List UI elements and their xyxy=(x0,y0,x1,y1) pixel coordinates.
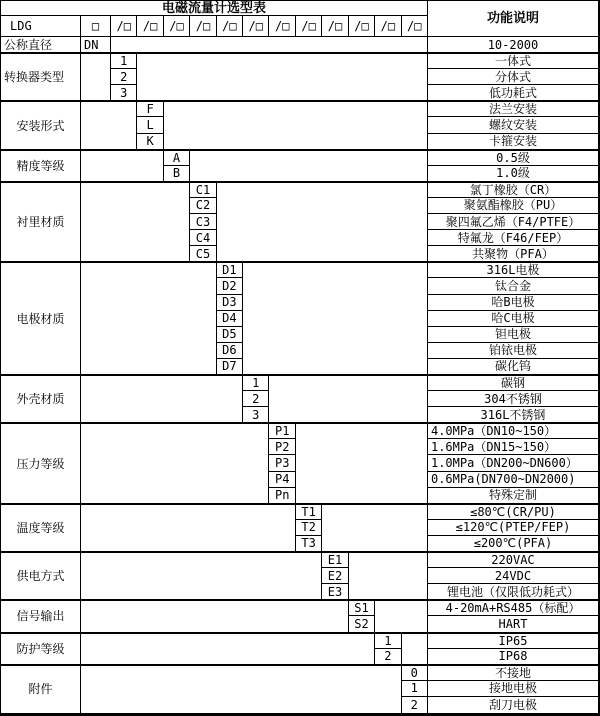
blank-cell xyxy=(269,375,428,423)
blank-cell xyxy=(81,665,402,713)
model-slot-cell: /□ xyxy=(164,16,190,37)
model-slot-cell: /□ xyxy=(111,16,137,37)
desc-cell: 卡箍安装 xyxy=(428,134,598,150)
code-cell: P4 xyxy=(269,472,295,488)
code-cell: 1 xyxy=(111,53,137,69)
blank-cell xyxy=(81,633,375,665)
code-cell: D4 xyxy=(217,311,243,327)
desc-cell: 哈C电极 xyxy=(428,311,598,327)
code-cell: S2 xyxy=(349,616,375,632)
code-cell: D7 xyxy=(217,359,243,375)
code-cell: 2 xyxy=(111,69,137,85)
model-slot-cell: /□ xyxy=(322,16,348,37)
desc-cell: 铂铱电极 xyxy=(428,343,598,359)
code-cell: D5 xyxy=(217,327,243,343)
model-slot-cell: /□ xyxy=(349,16,375,37)
desc-cell: 1.6MPa（DN15~150） xyxy=(428,439,598,455)
code-cell: D3 xyxy=(217,295,243,311)
code-cell: K xyxy=(137,134,163,150)
group-label: 防护等级 xyxy=(1,633,81,665)
code-cell: 1 xyxy=(375,633,401,649)
desc-cell: 不接地 xyxy=(428,665,598,681)
code-cell: E1 xyxy=(322,552,348,568)
table-title: 电磁流量计选型表 xyxy=(1,1,428,16)
blank-cell xyxy=(81,600,349,632)
code-cell: T3 xyxy=(296,536,322,552)
group-label: 附件 xyxy=(1,665,81,713)
desc-cell: 304不锈钢 xyxy=(428,391,598,407)
desc-cell: 钛合金 xyxy=(428,278,598,294)
model-slot-cell: /□ xyxy=(190,16,216,37)
desc-cell: 钽电极 xyxy=(428,327,598,343)
code-cell: 1 xyxy=(243,375,269,391)
model-slot-cell: /□ xyxy=(243,16,269,37)
desc-cell: 1.0级 xyxy=(428,166,598,182)
code-cell: D6 xyxy=(217,343,243,359)
code-cell: C3 xyxy=(190,214,216,230)
desc-cell: ≤200℃(PFA) xyxy=(428,536,598,552)
blank-cell xyxy=(81,375,243,423)
blank-cell xyxy=(111,37,428,53)
code-cell: 2 xyxy=(402,697,428,713)
blank-cell xyxy=(243,262,428,375)
code-cell: 3 xyxy=(243,407,269,423)
blank-cell xyxy=(349,552,428,600)
code-cell: 2 xyxy=(375,649,401,665)
code-cell: D1 xyxy=(217,262,243,278)
code-cell: P1 xyxy=(269,423,295,439)
model-box-cell: □ xyxy=(81,16,111,37)
desc-cell: 共聚物（PFA） xyxy=(428,246,598,262)
group-label: 压力等级 xyxy=(1,423,81,503)
blank-cell xyxy=(322,504,428,552)
desc-cell: 碳钢 xyxy=(428,375,598,391)
code-cell: E3 xyxy=(322,584,348,600)
code-cell: Pn xyxy=(269,488,295,504)
code-cell: S1 xyxy=(349,600,375,616)
desc-cell: 24VDC xyxy=(428,568,598,584)
desc-cell: 316L电极 xyxy=(428,262,598,278)
desc-cell: 特氟龙（F46/FEP） xyxy=(428,230,598,246)
code-cell: P3 xyxy=(269,455,295,471)
model-slot-cell: /□ xyxy=(137,16,163,37)
desc-cell: 4-20mA+RS485（标配） xyxy=(428,600,598,616)
model-slot-cell: /□ xyxy=(217,16,243,37)
desc-cell: 4.0MPa（DN10~150） xyxy=(428,423,598,439)
desc-cell: 氯丁橡胶（CR） xyxy=(428,182,598,198)
desc-cell: ≤80℃(CR/PU) xyxy=(428,504,598,520)
model-slot-cell: /□ xyxy=(269,16,295,37)
blank-cell xyxy=(190,150,428,182)
blank-cell xyxy=(81,150,164,182)
blank-cell xyxy=(296,423,428,503)
blank-cell xyxy=(81,53,111,101)
blank-cell xyxy=(81,262,217,375)
code-cell: 0 xyxy=(402,665,428,681)
model-slot-cell: /□ xyxy=(296,16,322,37)
code-cell: 1 xyxy=(402,681,428,697)
desc-cell: HART xyxy=(428,616,598,632)
desc-cell: 法兰安装 xyxy=(428,101,598,117)
blank-cell xyxy=(137,53,428,101)
group-label: 转换器类型 xyxy=(1,53,81,101)
code-cell: T2 xyxy=(296,520,322,536)
desc-cell: IP68 xyxy=(428,649,598,665)
group-label: 安装形式 xyxy=(1,101,81,149)
blank-cell xyxy=(402,633,428,665)
code-cell: 2 xyxy=(243,391,269,407)
code-cell: A xyxy=(164,150,190,166)
model-prefix: LDG xyxy=(1,16,81,37)
code-cell: 3 xyxy=(111,85,137,101)
code-cell: C2 xyxy=(190,198,216,214)
desc-cell: 1.0MPa（DN200~DN600） xyxy=(428,455,598,471)
blank-cell xyxy=(81,552,322,600)
desc-cell: 刮刀电极 xyxy=(488,697,537,712)
desc-cell: IP65 xyxy=(428,633,598,649)
group-label: 公称直径 xyxy=(1,37,81,53)
desc-cell: 0.6MPa(DN700~DN2000) xyxy=(428,472,598,488)
model-slot-cell: /□ xyxy=(402,16,428,37)
desc-cell: 一体式 xyxy=(428,53,598,69)
desc-cell: ≤120℃(PTEP/FEP) xyxy=(428,520,598,536)
group-label: 精度等级 xyxy=(1,150,81,182)
desc-cell: 分体式 xyxy=(428,69,598,85)
code-cell: C1 xyxy=(190,182,216,198)
group-label: 供电方式 xyxy=(1,552,81,600)
code-cell: L xyxy=(137,117,163,133)
model-slot-cell: /□ xyxy=(375,16,401,37)
desc-cell: 哈B电极 xyxy=(428,295,598,311)
group-label: 衬里材质 xyxy=(1,182,81,262)
desc-cell: 220VAC xyxy=(428,552,598,568)
desc-cell: 螺纹安装 xyxy=(428,117,598,133)
code-cell: D2 xyxy=(217,278,243,294)
group-label: 外壳材质 xyxy=(1,375,81,423)
blank-cell xyxy=(81,423,269,503)
blank-cell xyxy=(164,101,428,149)
group-label: 温度等级 xyxy=(1,504,81,552)
desc-cell: 特殊定制 xyxy=(428,488,598,504)
code-cell: T1 xyxy=(296,504,322,520)
code-cell: C5 xyxy=(190,246,216,262)
code-cell: F xyxy=(137,101,163,117)
blank-cell xyxy=(81,504,296,552)
desc-cell: 聚氨酯橡胶（PU） xyxy=(428,198,598,214)
code-cell: B xyxy=(164,166,190,182)
desc-cell: 0.5级 xyxy=(428,150,598,166)
code-cell: E2 xyxy=(322,568,348,584)
code-cell: DN xyxy=(81,37,111,53)
desc-cell: 10-2000 xyxy=(428,37,598,53)
desc-cell: 接地电极 xyxy=(428,681,598,697)
desc-cell: 聚四氟乙烯（F4/PTFE） xyxy=(428,214,598,230)
group-label: 信号输出 xyxy=(1,600,81,632)
desc-cell: 碳化钨 xyxy=(428,359,598,375)
code-cell: C4 xyxy=(190,230,216,246)
group-label: 电极材质 xyxy=(1,262,81,375)
code-cell: P2 xyxy=(269,439,295,455)
desc-cell: 锂电池（仅限低功耗式） xyxy=(428,584,598,600)
desc-cell: 低功耗式 xyxy=(428,85,598,101)
blank-cell xyxy=(81,182,190,262)
blank-cell xyxy=(217,182,428,262)
desc-cell: 316L不锈钢 xyxy=(428,407,598,423)
blank-cell xyxy=(81,101,137,149)
blank-cell xyxy=(375,600,428,632)
function-column-header: 功能说明 xyxy=(428,1,598,37)
